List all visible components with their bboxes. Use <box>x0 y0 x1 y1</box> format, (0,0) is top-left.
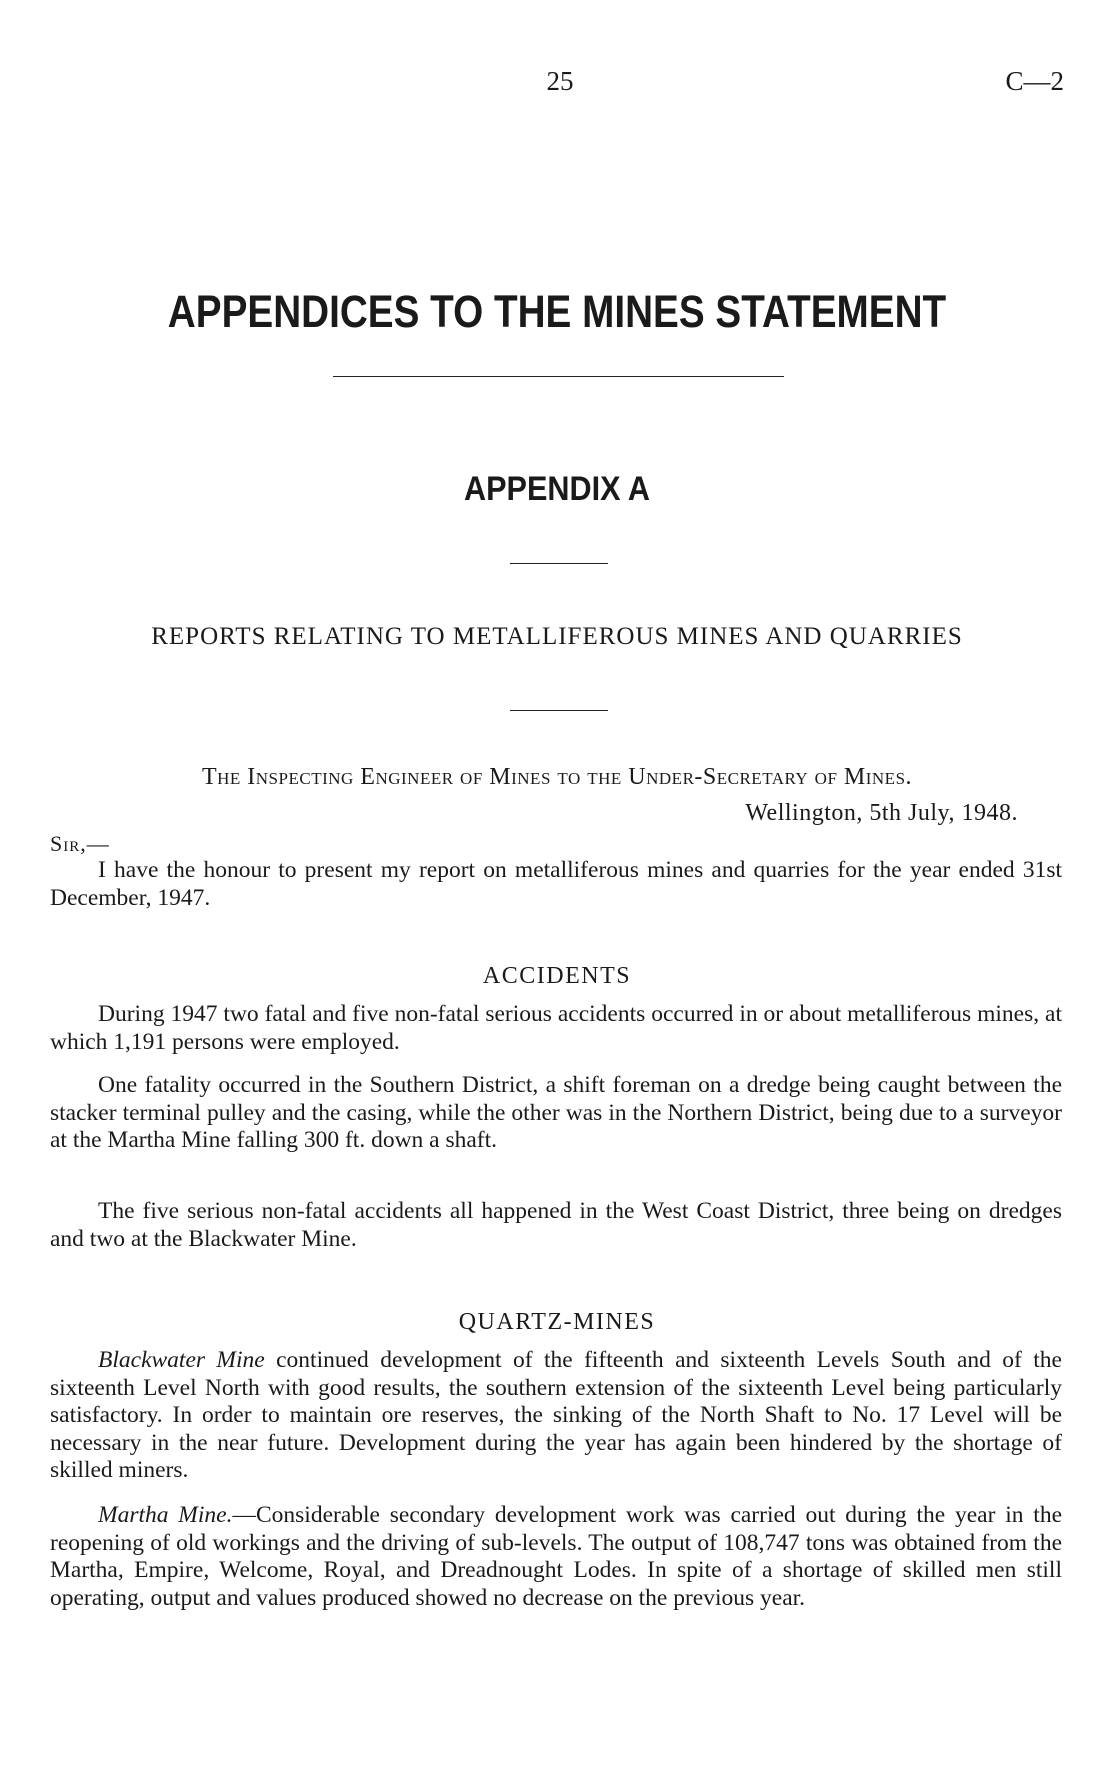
accidents-paragraph-3: The five serious non-fatal accidents all happened in the West Coast District, three being on dredges and two at the Blackwater Mine. <box>50 1198 1062 1252</box>
appendix-title: APPENDIX A <box>464 470 650 508</box>
main-title: APPENDICES TO THE MINES STATEMENT <box>167 286 947 337</box>
accidents-heading: ACCIDENTS <box>482 963 632 989</box>
letter-intro: I have the honour to present my report on metalliferous mines and quarries for the year ended 31st December, 1947. <box>50 857 1062 911</box>
page-number: 25 <box>546 66 574 96</box>
subtitle: REPORTS RELATING TO METALLIFEROUS MINES AND QUARRIES <box>151 623 963 650</box>
accidents-paragraph-2: One fatality occurred in the Southern District, a shift foreman on a dredge being caught between the stacker terminal pulley and the casing, while the other was in the Northern District, being due to a surveyor at the Martha Mine falling 300 ft. down a shaft. <box>50 1072 1062 1153</box>
letter-address: The Inspecting Engineer of Mines to the Under-Secretary of Mines. <box>201 764 913 790</box>
letter-dateline: Wellington, 5th July, 1948. <box>745 800 1018 826</box>
letter-salutation: Sir,— <box>50 831 110 856</box>
title-rule <box>333 376 784 377</box>
quartz-mines-heading: QUARTZ-MINES <box>458 1309 656 1335</box>
document-code: C—2 <box>1005 66 1064 96</box>
blackwater-mine-name: Blackwater Mine <box>98 1347 265 1373</box>
appendix-rule <box>510 563 608 564</box>
blackwater-paragraph <box>50 1347 1062 1485</box>
martha-text: —Considerable secondary development work was carried out during the year in the reopening of old workings and the driving of sub-levels. The output of 108,747 tons was obtained from the Martha, Empire, Welcome, Royal, and Dreadnought Lodes. In spite of a shortage of skilled men still operating, output and values produced showed no decrease on the previous year. <box>50 1502 1062 1611</box>
martha-mine-name: Martha Mine. <box>98 1502 233 1528</box>
blackwater-text: continued development of the fifteenth and sixteenth Levels South and of the sixteenth Level North with good results, the southern extension of the sixteenth Level being particularly satisfactory. In order to maintain ore reserves, the sinking of the North Shaft to No. 17 Level will be necessary in the near future. Development during the year has again been hindered by the shortage of skilled miners. <box>50 1347 1062 1483</box>
accidents-paragraph-1: During 1947 two fatal and five non-fatal serious accidents occurred in or about metalliferous mines, at which 1,191 persons were employed. <box>50 1001 1062 1055</box>
subtitle-rule <box>510 710 608 711</box>
martha-paragraph <box>50 1502 1062 1612</box>
